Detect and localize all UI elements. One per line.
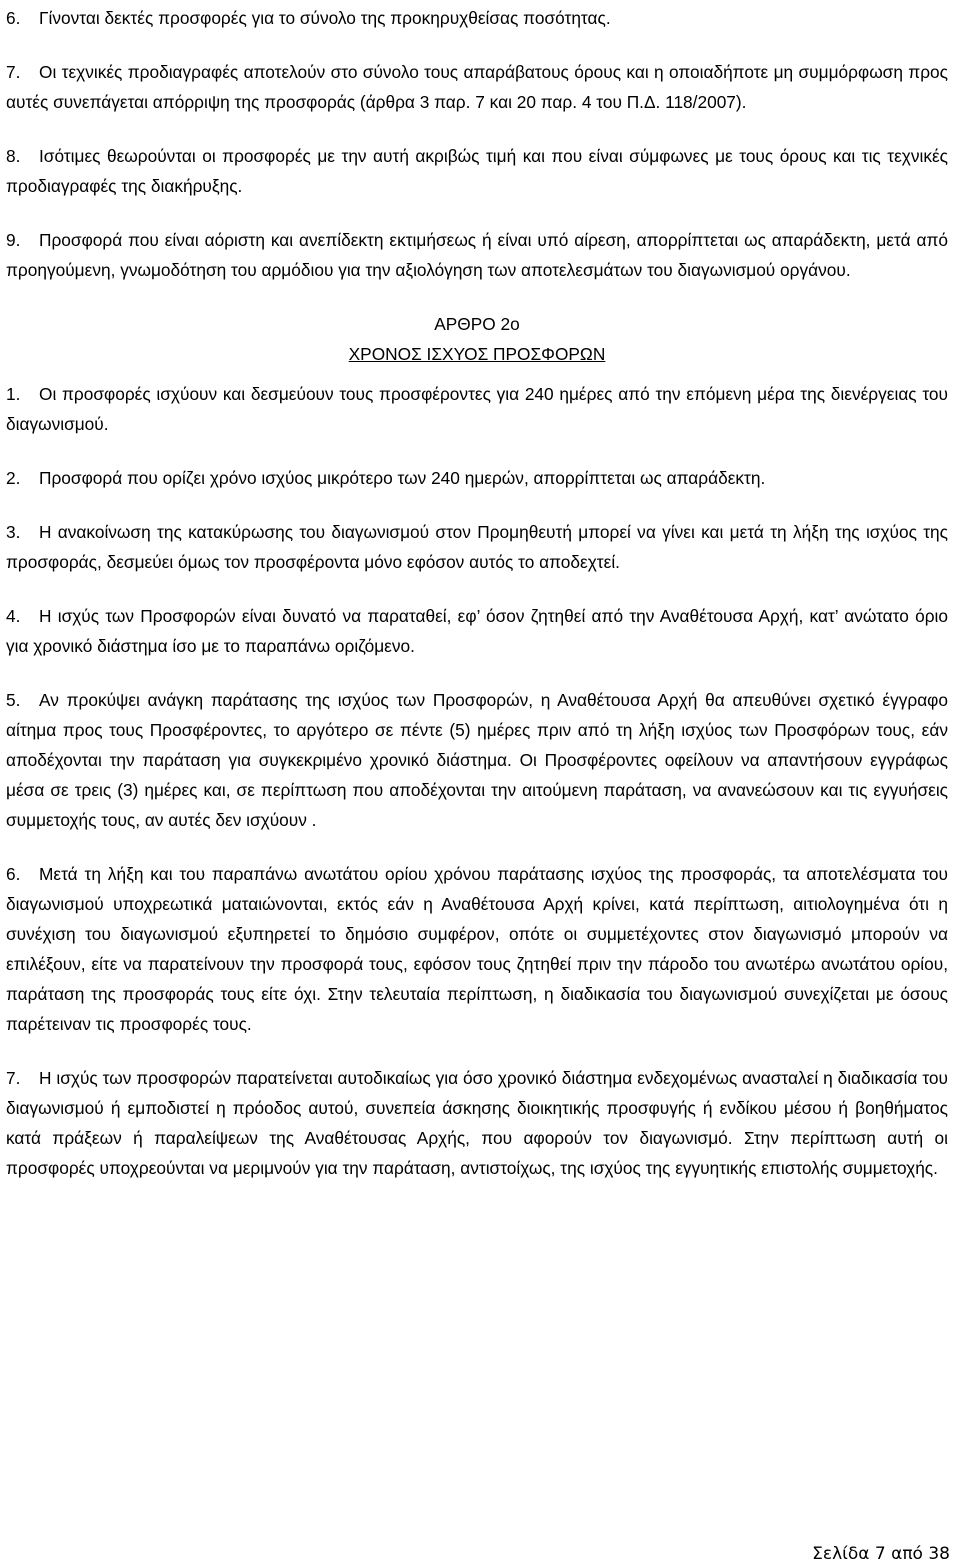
article-paragraph-1	[6, 379, 948, 439]
paragraph-text: Προσφορά που ορίζει χρόνο ισχύος μικρότερο των 240 ημερών, απορρίπτεται ως απαράδεκτη.	[39, 468, 766, 488]
paragraph-9-top	[6, 225, 948, 285]
paragraph-text: Οι τεχνικές προδιαγραφές αποτελούν στο σύνολο τους απαράβατους όρους και η οποιαδήποτε μη συμμόρφωση προς αυτές συνεπάγεται απόρριψη της προσφοράς (άρθρα 3 παρ. 7 και 20 παρ. 4 του Π.Δ. 118/2007).	[6, 62, 948, 112]
paragraph-text: Η ισχύς των Προσφορών είναι δυνατό να παραταθεί, εφ’ όσον ζητηθεί από την Αναθέτουσα Αρχή, κατ’ ανώτατο όριο για χρονικό διάστημα ίσο με το παραπάνω οριζόμενο.	[6, 606, 948, 656]
paragraph-text: Μετά τη λήξη και του παραπάνω ανωτάτου ορίου χρόνου παράτασης ισχύος της προσφοράς, τα αποτελέσματα του διαγωνισμού υποχρεωτικά ματαιώνονται, εκτός εάν η Αναθέτουσα Αρχή κρίνει, κατά περίπτωση, αιτιολογημένα ότι η συνέχιση του διαγωνισμού εξυπηρετεί το δημόσιο συμφέρον, οπότε οι συμμετέχοντες στον διαγωνισμό μπορούν να επιλέξουν, είτε να παρατείνουν την προσφορά τους, εφόσον τους ζητηθεί πριν την πάροδο του ανωτέρω ανωτάτου ορίου, παράταση της προσφοράς τους είτε όχι. Στην τελευταία περίπτωση, η διαδικασία του διαγωνισμού συνεχίζεται με όσους παρέτειναν τις προσφορές τους.	[6, 864, 948, 1034]
paragraph-number: 5.	[6, 690, 21, 710]
article-paragraph-5	[6, 685, 948, 835]
paragraph-number: 6.	[6, 864, 21, 884]
article-paragraph-3	[6, 517, 948, 577]
paragraph-text: Οι προσφορές ισχύουν και δεσμεύουν τους προσφέροντες για 240 ημέρες από την επόμενη μέρα της διενέργειας του διαγωνισμού.	[6, 384, 948, 434]
paragraph-text: Αν προκύψει ανάγκη παράτασης της ισχύος των Προσφορών, η Αναθέτουσα Αρχή θα απευθύνει σχετικό έγγραφο αίτημα προς τους Προσφέροντες, το αργότερο σε πέντε (5) ημέρες πριν από τη λήξη ισχύος των Προσφόρων τους, εάν αποδέχονται την παράταση για συγκεκριμένο χρονικό διάστημα. Οι Προσφέροντες οφείλουν να απαντήσουν εγγράφως μέσα σε τρεις (3) ημέρες και, σε περίπτωση που αποδέχονται την αιτούμενη παράταση, να ανανεώσουν και τις εγγυήσεις συμμετοχής τους, αν αυτές δεν ισχύουν .	[6, 690, 948, 830]
paragraph-number: 4.	[6, 606, 21, 626]
article-title: ΑΡΘΡΟ 2ο	[434, 314, 520, 334]
article-paragraph-6	[6, 859, 948, 1039]
paragraph-number: 3.	[6, 522, 21, 542]
document-body	[6, 3, 948, 1207]
article-paragraph-2	[6, 463, 948, 493]
paragraph-text: Ισότιμες θεωρούνται οι προσφορές με την αυτή ακριβώς τιμή και που είναι σύμφωνες με τους όρους και τις τεχνικές προδιαγραφές της διακήρυξης.	[6, 146, 948, 196]
article-paragraph-7	[6, 1063, 948, 1183]
paragraph-7-top	[6, 57, 948, 117]
paragraph-number: 8.	[6, 146, 21, 166]
paragraph-number: 7.	[6, 1068, 21, 1088]
paragraph-number: 9.	[6, 230, 21, 250]
paragraph-8-top	[6, 141, 948, 201]
paragraph-text: Προσφορά που είναι αόριστη και ανεπίδεκτη εκτιμήσεως ή είναι υπό αίρεση, απορρίπτεται ως απαράδεκτη, μετά από προηγούμενη, γνωμοδότηση του αρμόδιου για την αξιολόγηση των αποτελεσμάτων του διαγωνισμού οργάνου.	[6, 230, 948, 280]
article-subtitle: ΧΡΟΝΟΣ ΙΣΧΥΟΣ ΠΡΟΣΦΟΡΩΝ	[348, 344, 606, 364]
paragraph-number: 1.	[6, 384, 21, 404]
paragraph-number: 2.	[6, 468, 21, 488]
paragraph-6-top	[6, 3, 948, 33]
paragraph-text: Η ισχύς των προσφορών παρατείνεται αυτοδικαίως για όσο χρονικό διάστημα ενδεχομένως ανασταλεί η διαδικασία του διαγωνισμού ή εμποδιστεί η πρόοδος αυτού, συνεπεία άσκησης διοικητικής προσφυγής ή ενδίκου μέσου ή βοηθήματος κατά πράξεων ή παραλείψεων της Αναθέτουσας Αρχής, που αφορούν τον διαγωνισμό. Στην περίπτωση αυτή οι προσφορές υποχρεούνται να μεριμνούν για την παράταση, αντιστοίχως, της ισχύος της εγγυητικής επιστολής συμμετοχής.	[6, 1068, 948, 1178]
article-paragraph-4	[6, 601, 948, 661]
paragraph-text: Γίνονται δεκτές προσφορές για το σύνολο της προκηρυχθείσας ποσότητας.	[39, 8, 611, 28]
paragraph-number: 7.	[6, 62, 21, 82]
paragraph-number: 6.	[6, 8, 21, 28]
paragraph-text: Η ανακοίνωση της κατακύρωσης του διαγωνισμού στον Προμηθευτή μπορεί να γίνει και μετά τη λήξη της ισχύος της προσφοράς, δεσμεύει όμως τον προσφέροντα μόνο εφόσον αυτός το αποδεχτεί.	[6, 522, 948, 572]
page-number-footer: Σελίδα 7 από 38	[812, 1544, 950, 1564]
